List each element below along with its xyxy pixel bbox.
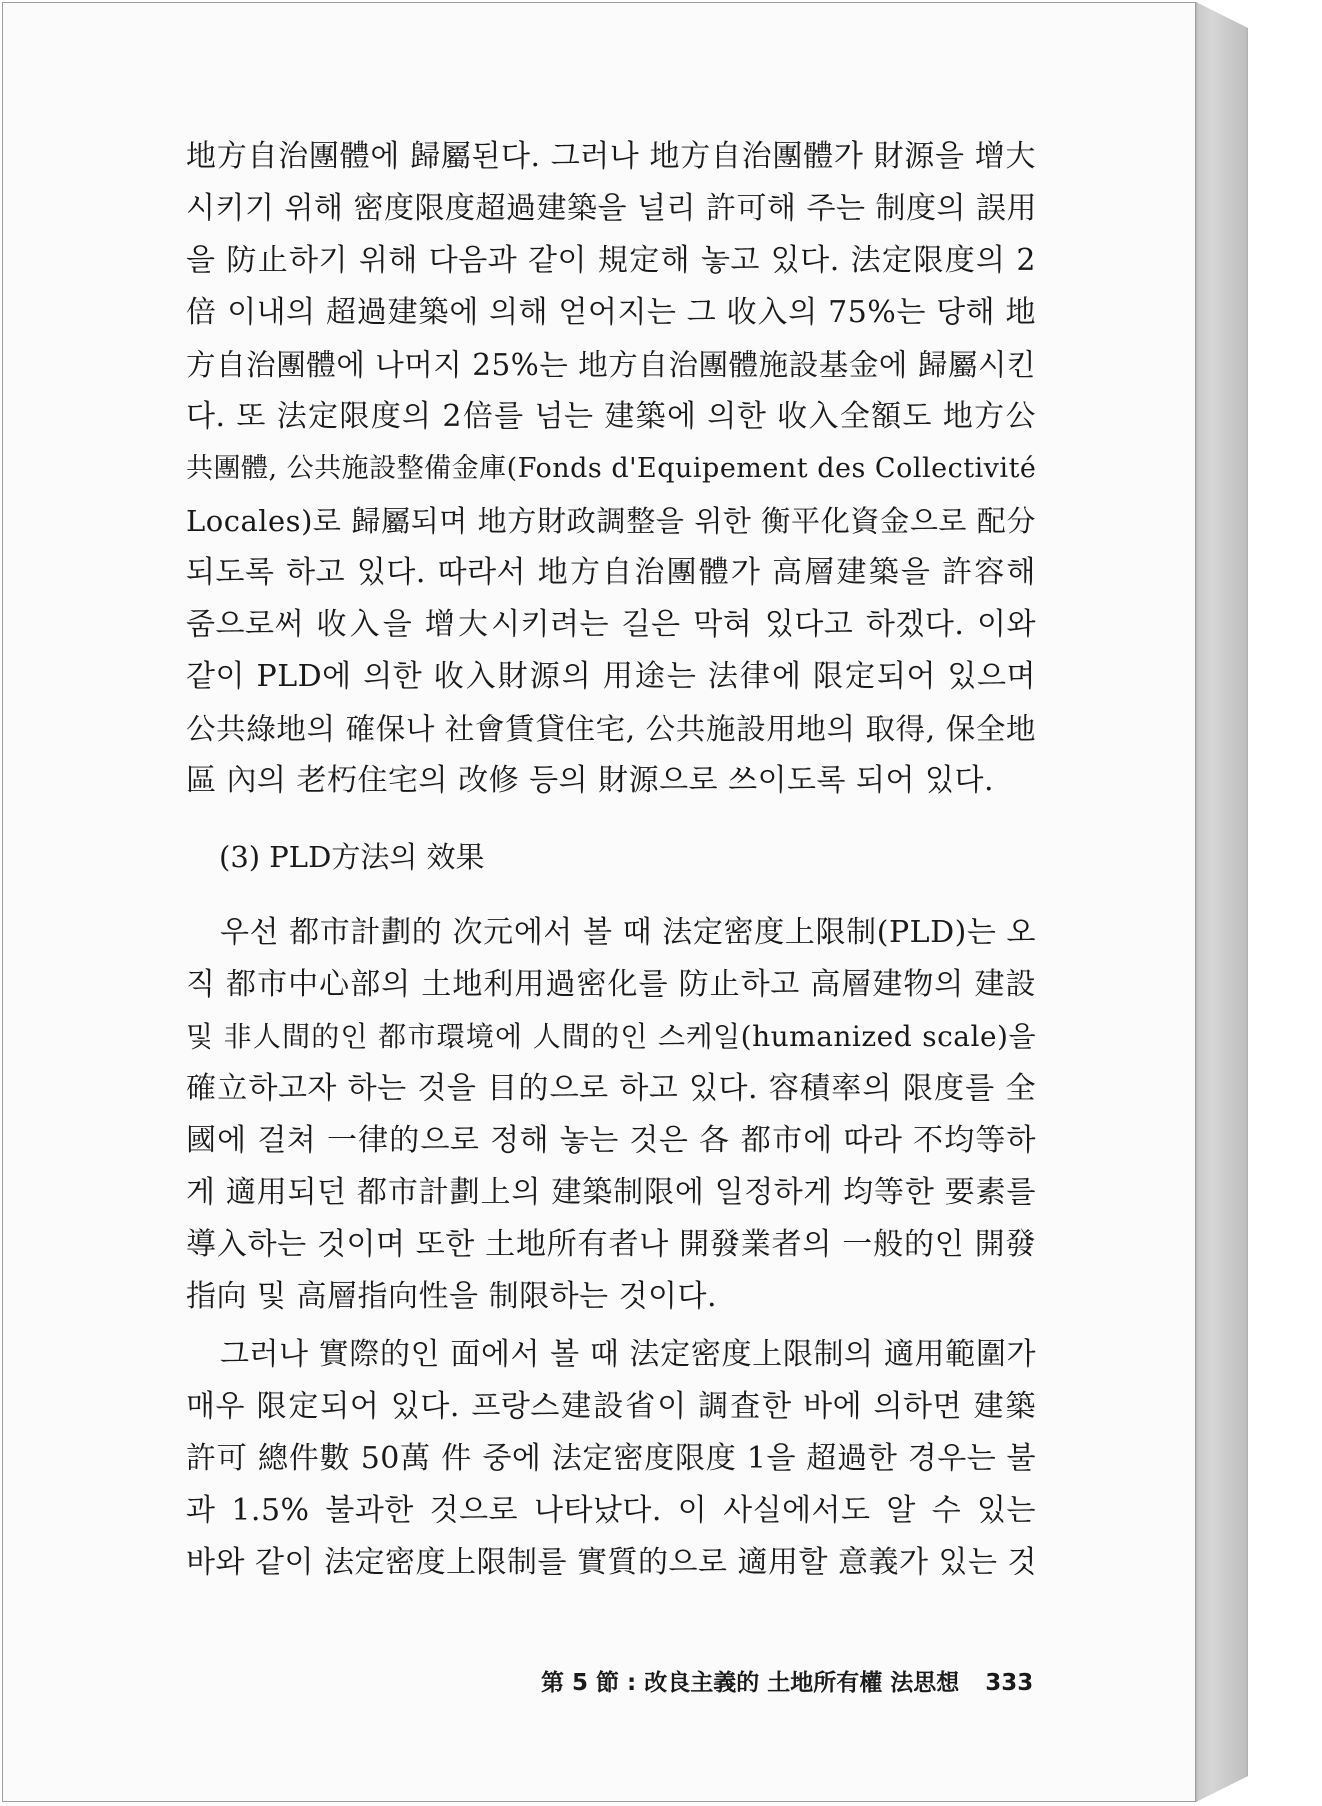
text-line: 國에 걸쳐 一律的으로 정해 놓는 것은 各 都市에 따라 不均等하: [186, 1123, 1036, 1158]
text-line: 다. 또 法定限度의 2倍를 넘는 建築에 의한 收入全額도 地方公: [186, 399, 1036, 434]
paragraph-1: [186, 131, 1036, 807]
paragraph-3: [186, 1329, 1036, 1589]
text-line: 게 適用되던 都市計劃上의 建築制限에 일정하게 均等한 要素를: [186, 1175, 1036, 1210]
text-line: 指向 및 高層指向性을 制限하는 것이다.: [186, 1279, 718, 1314]
text-line: Locales)로 歸屬되며 地方財政調整을 위한 衡平化資金으로 配分: [186, 504, 1036, 538]
text-line: 직 都市中心部의 土地利用過密化를 防止하고 高層建物의 建設: [186, 967, 1036, 1002]
running-footer-title: 第 5 節 : 改良主義的 土地所有權 法思想: [541, 1670, 960, 1696]
text-line: 되도록 하고 있다. 따라서 地方自治團體가 高層建築을 許容해: [186, 555, 1036, 590]
text-line: 倍 이내의 超過建築에 의해 얻어지는 그 收入의 75%는 당해 地: [186, 295, 1036, 330]
text-line: 導入하는 것이며 또한 土地所有者나 開發業者의 一般的인 開發: [186, 1227, 1036, 1262]
section-heading: (3) PLD方法의 效果: [219, 840, 485, 874]
page-number: 333: [985, 1670, 1034, 1696]
text-line: 및 非人間的인 都市環境에 人間的인 스케일(humanized scale)을: [186, 1020, 1036, 1053]
text-line: 같이 PLD에 의한 收入財源의 用途는 法律에 限定되어 있으며: [186, 659, 1036, 694]
text-line: 區 內의 老朽住宅의 改修 등의 財源으로 쓰이도록 되어 있다.: [186, 763, 995, 798]
text-line: 매우 限定되어 있다. 프랑스建設省이 調査한 바에 의하면 建築: [186, 1389, 1036, 1424]
text-line: 줌으로써 收入을 增大시키려는 길은 막혀 있다고 하겠다. 이와: [186, 607, 1036, 642]
text-line: 許可 總件數 50萬 件 중에 法定密度限度 1을 超過한 경우는 불: [186, 1441, 1036, 1476]
text-line: 共團體, 公共施設整備金庫(Fonds d'Equipement des Collectivité: [186, 453, 1037, 484]
text-line: 을 防止하기 위해 다음과 같이 規定해 놓고 있다. 法定限度의 2: [186, 243, 1036, 278]
text-line: 시키기 위해 密度限度超過建築을 널리 許可해 주는 制度의 誤用: [186, 191, 1038, 226]
text-line: 우선 都市計劃的 次元에서 볼 때 法定密度上限制(PLD)는 오: [220, 915, 1036, 950]
text-line: 方自治團體에 나머지 25%는 地方自治團體施設基金에 歸屬시킨: [186, 348, 1036, 382]
book-page: [2, 2, 1196, 1802]
text-line: 確立하고자 하는 것을 目的으로 하고 있다. 容積率의 限度를 全: [186, 1071, 1036, 1106]
text-line: 그러나 實際的인 面에서 볼 때 法定密度上限制의 適用範圍가: [220, 1337, 1036, 1372]
text-line: 地方自治團體에 歸屬된다. 그러나 地方自治團體가 財源을 增大: [186, 139, 1036, 174]
text-line: 바와 같이 法定密度上限制를 實質的으로 適用할 意義가 있는 것: [186, 1545, 1038, 1580]
paragraph-2: [186, 907, 1036, 1323]
page-footer: [541, 1667, 1033, 1699]
page-stack-edge: [1196, 2, 1248, 1802]
text-line: 公共綠地의 確保나 社會賃貸住宅, 公共施設用地의 取得, 保全地: [186, 712, 1036, 746]
text-line: 과 1.5% 불과한 것으로 나타났다. 이 사실에서도 알 수 있는: [186, 1493, 1036, 1528]
